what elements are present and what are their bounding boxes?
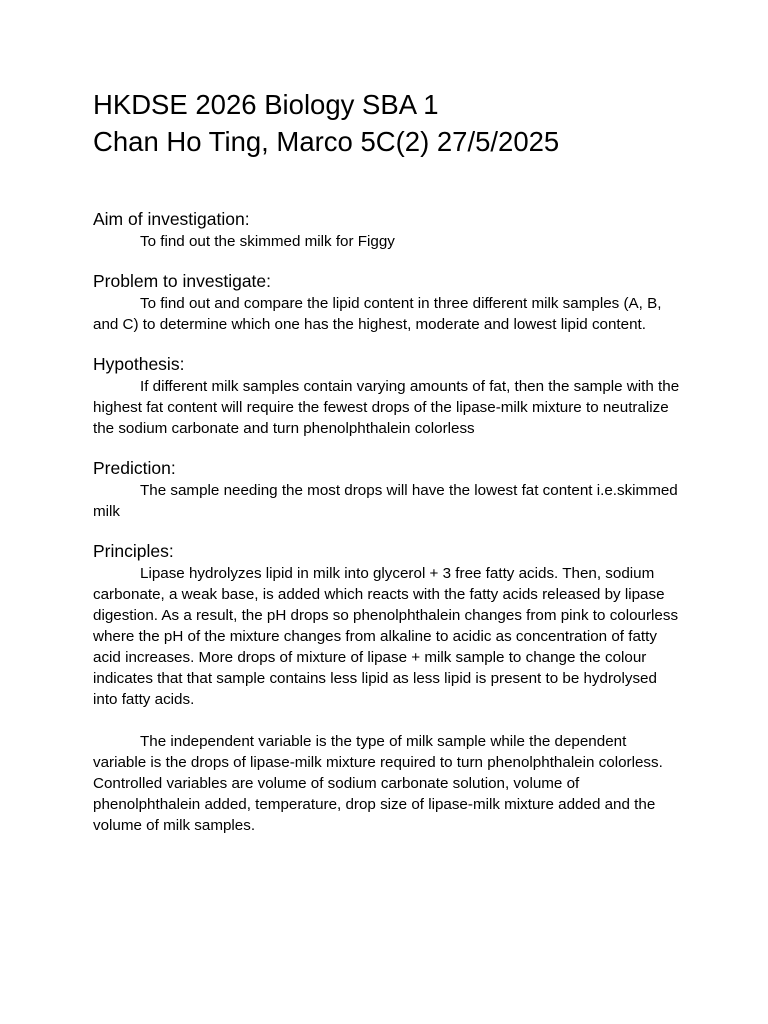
prediction-section xyxy=(93,456,683,522)
principles-section xyxy=(93,539,683,836)
principles-text-2: The independent variable is the type of milk sample while the dependent variable is the drops of lipase-milk mixture required to turn phenolphthalein colorless. Controlled variables are volume of sodium carbonate solution, volume of phenolphthalein added, temperature, drop size of lipase-milk mixture added and the volume of milk samples. xyxy=(93,733,663,834)
title-line-1: HKDSE 2026 Biology SBA 1 xyxy=(93,89,439,120)
hypothesis-text: If different milk samples contain varying amounts of fat, then the sample with the highest fat content will require the fewest drops of the lipase-milk mixture to neutralize the sodium carbonate and turn phenolphthalein colorless xyxy=(93,378,680,437)
problem-section xyxy=(93,269,683,335)
document-title xyxy=(93,86,683,160)
prediction-heading: Prediction: xyxy=(93,458,176,478)
aim-text: To find out the skimmed milk for Figgy xyxy=(140,233,395,250)
title-line-2: Chan Ho Ting, Marco 5C(2) 27/5/2025 xyxy=(93,126,560,157)
problem-heading: Problem to investigate: xyxy=(93,271,272,291)
hypothesis-heading: Hypothesis: xyxy=(93,354,185,374)
principles-text-1: Lipase hydrolyzes lipid in milk into glycerol + 3 free fatty acids. Then, sodium carbonate, a weak base, is added which reacts with the fatty acids released by lipase digestion. As a result, the pH drops so phenolphthalein changes from pink to colourless where the pH of the mixture changes from alkaline to acidic as concentration of fatty acid increases. More drops of mixture of lipase + milk sample to change the colour indicates that that sample contains less lipid as less lipid is present to be hydrolysed into fatty acids. xyxy=(93,565,679,708)
aim-section xyxy=(93,207,683,252)
prediction-text: The sample needing the most drops will have the lowest fat content i.e.skimmed milk xyxy=(93,482,678,520)
principles-heading: Principles: xyxy=(93,541,174,561)
document-page xyxy=(93,86,683,853)
aim-heading: Aim of investigation: xyxy=(93,209,250,229)
hypothesis-section xyxy=(93,352,683,439)
problem-text: To find out and compare the lipid content in three different milk samples (A, B, and C) to determine which one has the highest, moderate and lowest lipid content. xyxy=(93,295,662,333)
